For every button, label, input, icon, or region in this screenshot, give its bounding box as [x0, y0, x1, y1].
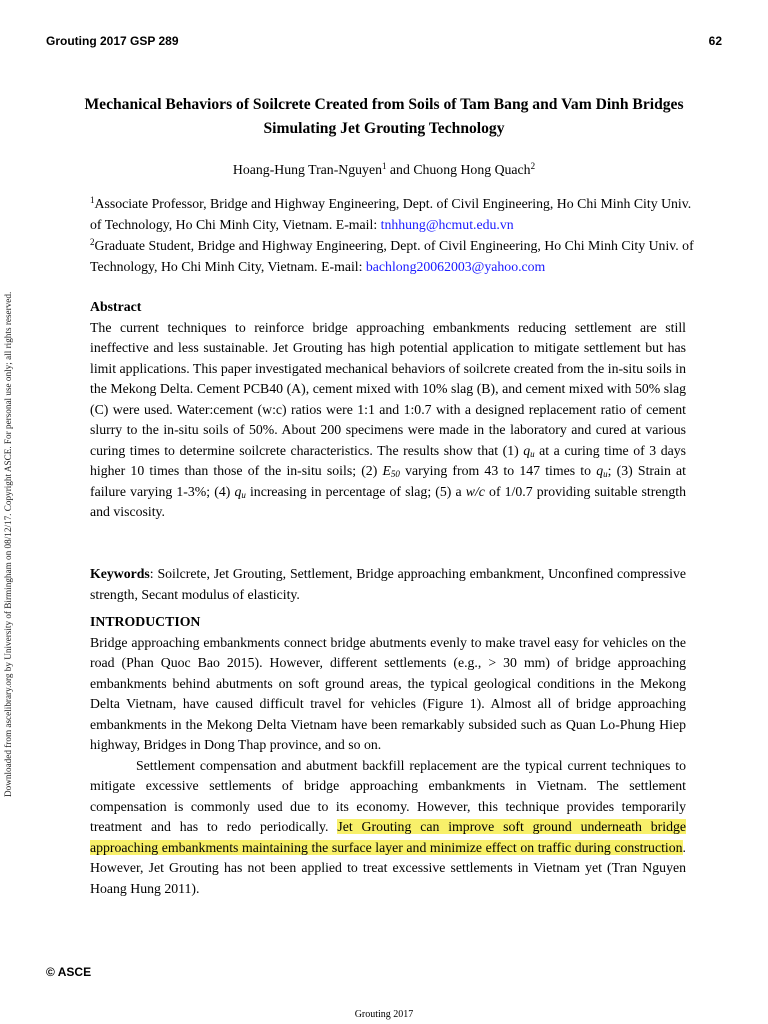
abstract-section [90, 297, 686, 523]
author-line [60, 160, 708, 180]
paper-title: Mechanical Behaviors of Soilcrete Created from Soils of Tam Bang and Vam Dinh Bridges Simulating Jet Grouting Technology [84, 96, 684, 137]
download-notice: Downloaded from ascelibrary.org by University of Birmingham on 08/12/17. Copyright ASCE. For personal use only; all rights reserved. [3, 291, 13, 797]
affiliation-text: Graduate Student, Bridge and Highway Engineering, Dept. of Civil Engineering, Ho Chi Minh City Univ. of Technology, Ho Chi Minh City, Vietnam. E-mail: [90, 238, 694, 274]
introduction-paragraph-2: Settlement compensation and abutment backfill replacement are the typical current techniques to mitigate excessive settlements of bridge approaching embankments in Vietnam. The settlement compensation is commonly used due to its economy. However, this technique provides temporarily treatment and has to redo periodically. Jet Grouting can improve soft ground underneath bridge approaching embankments maintaining the surface layer and minimize effect on traffic during construction. However, Jet Grouting has not been applied to treat excessive settlements in Vietnam yet (Tran Nguyen Hoang Hung 2011). [90, 757, 687, 896]
copyright-notice: © ASCE [46, 965, 92, 979]
highlighted-text[interactable]: Jet Grouting can improve soft ground underneath bridge approaching embankments maintaining the surface layer and minimize effect on traffic during construction [90, 819, 687, 855]
page-footer: Grouting 2017 [354, 1009, 414, 1020]
affiliation-text: Associate Professor, Bridge and Highway Engineering, Dept. of Civil Engineering, Ho Chi Minh City Univ. of Technology, Ho Chi Minh City, Vietnam. E-mail: [90, 196, 692, 232]
affiliations [90, 193, 700, 277]
affiliation-mark: 1 [90, 195, 95, 205]
author-1: Hoang-Hung Tran-Nguyen [232, 162, 382, 177]
keywords-label: Keywords [90, 566, 150, 581]
email-link[interactable]: tnhhung@hcmut.edu.vn [380, 217, 514, 232]
introduction-paragraph-1: Bridge approaching embankments connect bridge abutments evenly to make travel easy for vehicles on the road (Phan Quoc Bao 2015). However, different settlements (e.g., > 30 mm) of bridge approaching embankments behind abutments on soft ground areas, the typical geological conditions in the Mekong Delta Vietnam, have caused difficult travel for vehicles (Figure 1). Almost all of bridge approaching embankments in the Mekong Delta Vietnam have been remarkably subsided such as Quan Lo-Phung Hiep highway, Bridges in Dong Thap province, and so on. [90, 634, 686, 752]
author-joiner: and [386, 162, 414, 177]
page-number: 62 [708, 34, 722, 48]
affiliation-2 [90, 235, 700, 277]
running-header: Grouting 2017 GSP 289 [46, 34, 179, 48]
author-2: Chuong Hong Quach [413, 162, 531, 177]
affiliation-mark: 2 [90, 237, 95, 247]
introduction-section [90, 612, 686, 899]
email-link[interactable]: bachlong20062003@yahoo.com [365, 259, 546, 274]
keywords-section [90, 564, 686, 605]
abstract-heading: Abstract [90, 299, 142, 314]
introduction-heading: INTRODUCTION [90, 614, 201, 629]
author-1-affil-mark: 1 [381, 161, 387, 171]
affiliation-1 [90, 193, 700, 235]
author-2-affil-mark: 2 [530, 161, 536, 171]
keywords-text: : Soilcrete, Jet Grouting, Settlement, Bridge approaching embankment, Unconfined compressive strength, Secant modulus of elasticity. [90, 566, 686, 602]
abstract-text: The current techniques to reinforce bridge approaching embankments reducing settlement are still ineffective and less sustainable. Jet Grouting has high potential application to mitigate settlement but has limit applications. This paper investigated mechanical behaviors of soilcrete created from the in-situ soils in the Mekong Delta. Cement PCB40 (A), cement mixed with 10% slag (B), and cement mixed with 50% slag (C) were used. Water:cement (w:c) ratios were 1:1 and 1:0.7 with a designed replacement ratio of cement slurry to the in-situ soils of 50%. About 200 specimens were made in the laboratory and cured at various curing times to determine soilcrete characteristics. The results show that (1) $q_u$ at a curing time of 3 days higher 10 times than those of the in-situ soils; (2) $E_{50}$ varying from 43 to 147 times to $q_u$; (3) Strain at failure varying 1-3%; (4) $q_u$ increasing in percentage of slag; (5) a w/c of 1/0.7 providing suitable strength and viscosity. [90, 319, 687, 519]
